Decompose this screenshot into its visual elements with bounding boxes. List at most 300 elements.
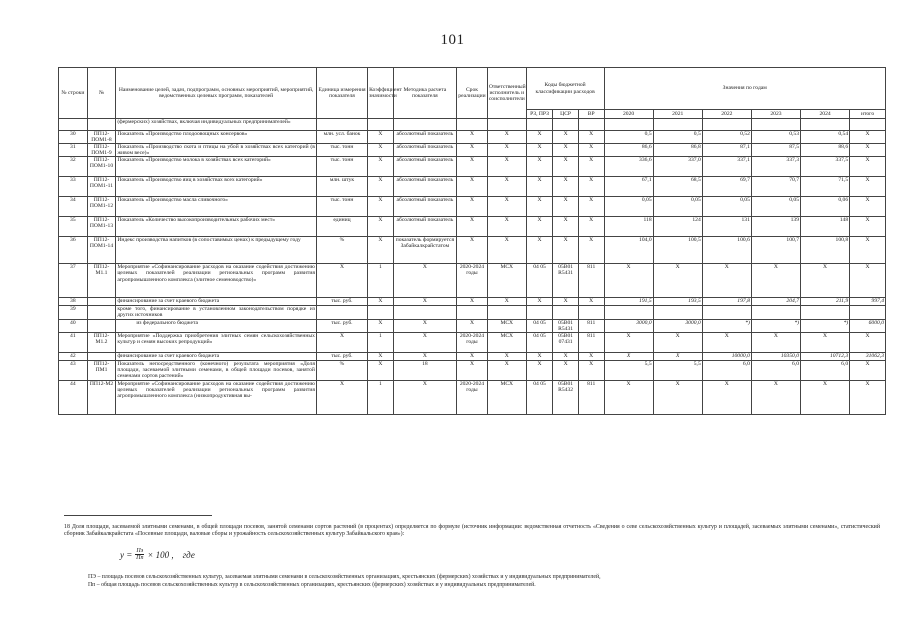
row-method: X (393, 298, 456, 306)
row-rz-prz: 04 05 (526, 319, 553, 332)
row-name: Мероприятие «Поддержка приобретения элитных семян сельскохозяйственных культур и семян высоких репродукций» (116, 332, 317, 352)
row-value-2023: 0,53 (751, 131, 800, 144)
row-total: 997,4 (850, 298, 886, 306)
row-value-2020: X (604, 264, 653, 298)
row-total: X (850, 217, 886, 237)
row-unit: % (316, 360, 367, 380)
row-method: 18 (393, 360, 456, 380)
row-value-2021: 100,5 (653, 237, 702, 264)
row-term: X (457, 237, 488, 264)
row-coef: X (368, 131, 394, 144)
row-responsible: МСХ (487, 332, 526, 352)
row-unit: млн. усл. банок (316, 131, 367, 144)
row-responsible: X (487, 144, 526, 157)
definitions (88, 574, 878, 589)
row-name: кроме того, финансирование в установленном законодательством порядке из других источников (117, 306, 315, 319)
header-rz-prz: РЗ, ПРЗ (526, 110, 553, 119)
row-number: 35 (59, 217, 88, 237)
row-value-2024: 148 (801, 217, 850, 237)
row-value-2023: X (751, 264, 800, 298)
row-total: 6000,0 (850, 319, 886, 332)
row-term: X (457, 157, 488, 177)
row-term: X (457, 177, 488, 197)
header-total: итого (850, 110, 886, 119)
row-total: X (850, 237, 886, 264)
row-rz-prz: X (526, 298, 553, 306)
row-unit: тыс. тонн (316, 144, 367, 157)
row-name: Показатель «Количество высокопроизводительных рабочих мест» (116, 217, 317, 237)
row-value-2020: X (604, 352, 653, 360)
row-csr: X (553, 352, 579, 360)
row-value-2023: 139 (751, 217, 800, 237)
row-number: 33 (59, 177, 88, 197)
row-number: 30 (59, 131, 88, 144)
header-2020: 2020 (604, 110, 653, 119)
row-coef: X (368, 298, 394, 306)
footnote-rule (64, 515, 212, 516)
row-unit: тыс. руб. (316, 352, 367, 360)
formula-where: где (182, 549, 195, 560)
row-csr: X (553, 144, 579, 157)
row-code: ПП12-М1.2 (87, 332, 116, 352)
row-value-2020: 67,1 (604, 177, 653, 197)
row-value-2022: 131 (702, 217, 751, 237)
footnote: 18 Доля площади, засеваемой элитными семенами, в общей площади посевов, занятой семенами сортов растений (в процентах) определяется по формуле (источник информации: ведомственная отчетность «Сведения о севе сельскохозяйственных культур и площадей, засеваемых элитными семенами», статистический сборник Забайкалкрайстата «Посевные площади, валовые сборы и урожайность сельскохозяйственных культур Забайкальского края»): (64, 524, 880, 538)
row-csr: X (553, 298, 579, 306)
table-row (59, 332, 886, 352)
definition-pe: ПЭ – площадь посевов сельскохозяйственных культур, засеваемая элитными семенами в сельскохозяйственных организациях, крестьянских (фермерских) хозяйствах и у индивидуальных предпринимателей, (88, 574, 601, 580)
row-csr: X (553, 177, 579, 197)
table-row (59, 197, 886, 217)
row-coef (368, 306, 394, 319)
table-row (59, 298, 886, 306)
row-vr: 811 (578, 319, 604, 332)
row-method (393, 306, 456, 319)
row-term: X (457, 319, 488, 332)
row-total: X (850, 157, 886, 177)
row-responsible: X (487, 177, 526, 197)
table-row (59, 360, 886, 380)
table-row (59, 264, 886, 298)
row-total: X (850, 177, 886, 197)
row-csr: X (553, 157, 579, 177)
row-term: X (457, 144, 488, 157)
row-name: Мероприятие «Софинансирование расходов на оказание содействия достижению целевых показателей реализации региональных программ развития агропромышленного комплекса (низкопродуктивная вы- (116, 380, 317, 414)
row-unit (316, 306, 367, 319)
row-vr: X (578, 298, 604, 306)
row-code: ПП12-М1.1 (87, 264, 116, 298)
row-coef: X (368, 177, 394, 197)
row-term: X (457, 197, 488, 217)
row-responsible: X (487, 197, 526, 217)
row-csr: 05В01 R5431 (553, 264, 579, 298)
row-value-2023: *) (751, 319, 800, 332)
row-responsible: X (487, 298, 526, 306)
row-value-2021: 0,5 (653, 131, 702, 144)
table-row (59, 177, 886, 197)
table-row (59, 237, 886, 264)
row-value-2021: X (653, 332, 702, 352)
header-unit: Единица измерения показателя (316, 68, 367, 119)
row-value-2021: 86,8 (653, 144, 702, 157)
row-unit: тыс. тонн (316, 197, 367, 217)
row-csr: 05В01 07431 (553, 332, 579, 352)
table-row (59, 352, 886, 360)
row-value-2022: 6,0 (702, 360, 751, 380)
row-name: Показатель «Производство молока в хозяйствах всех категорий» (116, 157, 317, 177)
row-code (87, 319, 116, 332)
row-total: 31062,3 (850, 352, 886, 360)
row-number: 37 (59, 264, 88, 298)
row-unit: X (316, 380, 367, 414)
row-unit: тыс. тонн (316, 157, 367, 177)
page-number: 101 (440, 32, 465, 48)
row-term: 2020-2024 годы (457, 380, 488, 414)
row-value-2022: 337,1 (702, 157, 751, 177)
table-row (59, 380, 886, 414)
row-responsible: X (487, 352, 526, 360)
row-code: ПП12-ПОМ1-9 (87, 144, 116, 157)
row-value-2023: 70,7 (751, 177, 800, 197)
row-code: ПП12-ПОМ1-13 (87, 217, 116, 237)
row-value-2024: 0,54 (801, 131, 850, 144)
row-unit: % (316, 237, 367, 264)
row-value-2023: X (751, 380, 800, 414)
row-term: X (457, 298, 488, 306)
row-rz-prz: X (526, 177, 553, 197)
row-value-2021: 124 (653, 217, 702, 237)
row-code: ПП12-ПОМ1-14 (87, 237, 116, 264)
row-code: ПП12-ПМ1 (87, 360, 116, 380)
row-number: 36 (59, 237, 88, 264)
definition-pp: Пп – общая площадь посевов сельскохозяйственных культур в сельскохозяйственных организациях, крестьянских (фермерских) хозяйствах и у индивидуальных предпринимателей. (88, 581, 536, 588)
row-coef: X (368, 352, 394, 360)
row-value-2023: 100,7 (751, 237, 800, 264)
row-method: абсолютный показатель (393, 131, 456, 144)
row-value-2020: 0,05 (604, 197, 653, 217)
row-unit: X (316, 264, 367, 298)
row-value-2020: X (604, 380, 653, 414)
formula-fraction (135, 548, 144, 561)
formula-lhs: y = (120, 549, 133, 560)
row-value-2024: 211,9 (801, 298, 850, 306)
row-value-2021: 193,5 (653, 298, 702, 306)
row-value-2020: 0,5 (604, 131, 653, 144)
row-value-2023: 87,5 (751, 144, 800, 157)
formula-rhs: × 100 , (147, 549, 174, 560)
row-number: 34 (59, 197, 88, 217)
row-method: X (393, 264, 456, 298)
row-value-2024: *) (801, 319, 850, 332)
row-csr: X (553, 217, 579, 237)
formula-numerator: Пэ (136, 548, 144, 554)
row-name: Показатель «Производство скота и птицы на убой в хозяйствах всех категорий (в живом весе)» (117, 144, 315, 157)
header-row-no: № строки (59, 68, 88, 119)
row-total: X (850, 131, 886, 144)
row-value-2024: X (801, 380, 850, 414)
row-coef: X (368, 157, 394, 177)
row-rz-prz: X (526, 360, 553, 380)
row-coef: 1 (368, 264, 394, 298)
row-responsible: X (487, 237, 526, 264)
row-rz-prz: X (526, 157, 553, 177)
row-value-2021: 337,0 (653, 157, 702, 177)
row-responsible: X (487, 131, 526, 144)
row-value-2020: 104,0 (604, 237, 653, 264)
row-coef: X (368, 360, 394, 380)
row-vr: 811 (578, 264, 604, 298)
row-number: 38 (59, 298, 88, 306)
table-row (59, 144, 886, 157)
row-vr: 811 (578, 380, 604, 414)
row-value-2020: 86,6 (604, 144, 653, 157)
header-csr: ЦСР (553, 110, 579, 119)
row-total: X (850, 360, 886, 380)
row-rz-prz: X (526, 237, 553, 264)
row-coef: 1 (368, 380, 394, 414)
header-method: Методика расчета показателя (393, 68, 456, 119)
row-value-2020 (604, 306, 653, 319)
row-value-2023: 337,3 (751, 157, 800, 177)
row-responsible: МСХ (487, 319, 526, 332)
row-value-2022: X (702, 332, 751, 352)
row-value-2020: 191,5 (604, 298, 653, 306)
header-vr: ВР (578, 110, 604, 119)
row-number: 42 (59, 352, 88, 360)
row-value-2024: X (801, 332, 850, 352)
row-coef: X (368, 319, 394, 332)
table-row (59, 217, 886, 237)
row-coef: X (368, 237, 394, 264)
header-coef: Коэффициент значимости (368, 68, 394, 119)
row-rz-prz: 04 05 (526, 380, 553, 414)
row-rz-prz: X (526, 131, 553, 144)
row-number: 31 (59, 144, 88, 157)
row-method: X (393, 352, 456, 360)
row-total: X (850, 197, 886, 217)
row-value-2024 (801, 306, 850, 319)
row-value-2023: 0,05 (751, 197, 800, 217)
row-vr: X (578, 177, 604, 197)
row-number: 39 (59, 306, 88, 319)
header-2023: 2023 (751, 110, 800, 119)
row-value-2024: 100,8 (801, 237, 850, 264)
row-unit: млн. штук (316, 177, 367, 197)
row-method: абсолютный показатель (393, 144, 456, 157)
row-method: X (393, 319, 456, 332)
header-budget-codes: Коды бюджетной классификации расходов (526, 68, 604, 110)
header-responsible: Ответственный исполнитель и соисполнители (487, 68, 526, 119)
row-value-2022: 100,6 (702, 237, 751, 264)
table-row (59, 319, 886, 332)
row-value-2024: 6,0 (801, 360, 850, 380)
continuation-text: (фермерских) хозяйствах, включая индивидуальных предпринимателей» (116, 119, 317, 131)
row-coef: X (368, 217, 394, 237)
table-body (59, 119, 886, 415)
row-unit: тыс. руб. (316, 298, 367, 306)
program-table (58, 67, 886, 415)
row-value-2021: 3000,0 (653, 319, 702, 332)
row-value-2021: X (653, 264, 702, 298)
row-term: 2020-2024 годы (457, 264, 488, 298)
row-unit: тыс. руб. (316, 319, 367, 332)
row-name: Показатель «Производство плодоовощных консервов» (116, 131, 317, 144)
row-value-2024: X (801, 264, 850, 298)
row-total: X (850, 144, 886, 157)
row-vr: X (578, 352, 604, 360)
row-responsible: МСХ (487, 380, 526, 414)
row-method: X (393, 332, 456, 352)
row-name: Показатель «Производство масла сливочного» (116, 197, 317, 217)
row-total: X (850, 332, 886, 352)
row-coef: X (368, 144, 394, 157)
row-csr: X (553, 237, 579, 264)
row-method: абсолютный показатель (393, 177, 456, 197)
row-coef: 1 (368, 332, 394, 352)
row-value-2020: X (604, 332, 653, 352)
table-row (59, 157, 886, 177)
row-value-2023: 10350,0 (751, 352, 800, 360)
row-method: абсолютный показатель (393, 217, 456, 237)
row-code: ПП12-ПОМ1-10 (87, 157, 116, 177)
row-value-2022: X (702, 380, 751, 414)
row-value-2023: X (751, 332, 800, 352)
row-value-2022: X (702, 264, 751, 298)
row-vr: X (578, 144, 604, 157)
row-vr: 811 (578, 332, 604, 352)
row-name: финансирование за счет краевого бюджета (116, 298, 317, 306)
row-value-2022 (702, 306, 751, 319)
row-value-2021: 5,5 (653, 360, 702, 380)
row-value-2022: 0,52 (702, 131, 751, 144)
header-code: № (87, 68, 116, 119)
row-coef: X (368, 197, 394, 217)
row-csr: X (553, 131, 579, 144)
row-number: 41 (59, 332, 88, 352)
row-value-2022: 87,1 (702, 144, 751, 157)
row-csr: 05В01 R5431 (553, 319, 579, 332)
row-total: X (850, 264, 886, 298)
row-name: из федерального бюджета (116, 319, 317, 332)
row-vr: X (578, 197, 604, 217)
row-name: Показатель «Производство яиц в хозяйствах всех категорий» (116, 177, 317, 197)
row-method: показатель формируется Забайкалкрайстатом (393, 237, 456, 264)
row-value-2021: 0,05 (653, 197, 702, 217)
row-value-2021: 68,5 (653, 177, 702, 197)
row-code: ПП12-ПОМ1-12 (87, 197, 116, 217)
row-unit: X (316, 332, 367, 352)
row-rz-prz (526, 306, 553, 319)
row-value-2024: 337,5 (801, 157, 850, 177)
row-number: 32 (59, 157, 88, 177)
table-row (59, 306, 886, 319)
row-unit: единиц (316, 217, 367, 237)
row-rz-prz: X (526, 197, 553, 217)
row-vr: X (578, 237, 604, 264)
row-rz-prz: 04 05 (526, 332, 553, 352)
row-total (850, 306, 886, 319)
row-value-2022: 10000,0 (702, 352, 751, 360)
row-code (87, 306, 116, 319)
header-values-by-year: Значения по годам (604, 68, 886, 110)
row-term (457, 306, 488, 319)
header-name: Наименование целей, задач, подпрограмм, основных мероприятий, мероприятий, ведомственных целевых программ, показателей (116, 68, 317, 119)
row-value-2020: 3000,0 (604, 319, 653, 332)
header-2022: 2022 (702, 110, 751, 119)
row-value-2021: X (653, 352, 702, 360)
row-number: 43 (59, 360, 88, 380)
row-value-2022: 0,05 (702, 197, 751, 217)
row-csr: X (553, 197, 579, 217)
row-rz-prz: 04 05 (526, 264, 553, 298)
formula (120, 548, 195, 561)
row-value-2021: X (653, 380, 702, 414)
continuation-row (59, 119, 886, 131)
row-value-2024: 88,6 (801, 144, 850, 157)
row-term: X (457, 360, 488, 380)
row-vr: X (578, 131, 604, 144)
row-total: X (850, 380, 886, 414)
row-term: X (457, 131, 488, 144)
row-responsible (487, 306, 526, 319)
formula-denominator: Пп (136, 555, 144, 561)
row-method: X (393, 380, 456, 414)
row-responsible: X (487, 360, 526, 380)
header-term: Срок реализации (457, 68, 488, 119)
row-rz-prz: X (526, 144, 553, 157)
row-value-2020: 336,6 (604, 157, 653, 177)
row-csr: X (553, 360, 579, 380)
row-number: 44 (59, 380, 88, 414)
row-value-2022: 69,7 (702, 177, 751, 197)
row-vr: X (578, 217, 604, 237)
row-code (87, 298, 116, 306)
row-csr: 05В01 R5432 (553, 380, 579, 414)
row-code (87, 352, 116, 360)
row-code: ПП12-ПОМ1-11 (87, 177, 116, 197)
row-value-2020: 118 (604, 217, 653, 237)
row-value-2024: 0,06 (801, 197, 850, 217)
row-name: Индекс производства напитков (в сопоставимых ценах) к предыдущему году (116, 237, 317, 264)
row-value-2020: 5,5 (604, 360, 653, 380)
row-value-2021 (653, 306, 702, 319)
table-row (59, 131, 886, 144)
row-number: 40 (59, 319, 88, 332)
row-vr: X (578, 360, 604, 380)
row-value-2022: 197,8 (702, 298, 751, 306)
row-code: ПП12-М2 (87, 380, 116, 414)
row-name: Показатель непосредственного (конечного) результата мероприятия «Доля площади, засеваемой элитными семенами, в общей площади посевов, занятой семенами сортов растений» (117, 360, 315, 379)
row-term: X (457, 352, 488, 360)
row-value-2024: 10712,3 (801, 352, 850, 360)
row-vr: X (578, 157, 604, 177)
header-2021: 2021 (653, 110, 702, 119)
row-method: абсолютный показатель (393, 157, 456, 177)
row-value-2023 (751, 306, 800, 319)
row-rz-prz: X (526, 217, 553, 237)
row-vr (578, 306, 604, 319)
row-responsible: X (487, 217, 526, 237)
row-value-2023: 204,7 (751, 298, 800, 306)
row-value-2023: 6,0 (751, 360, 800, 380)
row-name: Мероприятие «Софинансирование расходов на оказание содействия достижению целевых показателей реализации региональных программ развития агропромышленного комплекса (элитное семеноводство)» (116, 264, 317, 298)
row-responsible: МСХ (487, 264, 526, 298)
row-value-2024: 71,5 (801, 177, 850, 197)
row-rz-prz: X (526, 352, 553, 360)
row-term: 2020-2024 годы (457, 332, 488, 352)
row-method: абсолютный показатель (393, 197, 456, 217)
row-code: ПП12-ПОМ1-8 (87, 131, 116, 144)
